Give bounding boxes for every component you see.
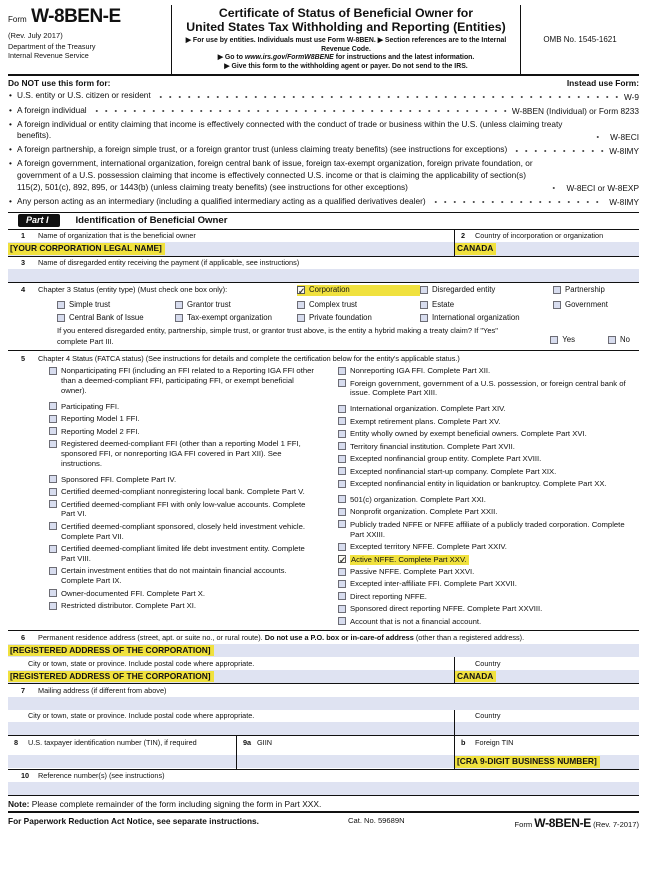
checkbox-label: Active NFFE. Complete Part XXV. [351, 554, 467, 564]
field-7-country-value[interactable] [455, 722, 639, 735]
checkbox[interactable] [49, 367, 57, 375]
checkbox-label: Partnership [565, 285, 605, 295]
do-not-use-row [8, 144, 639, 156]
note-row [8, 796, 639, 813]
fatca-checkbox-option[interactable] [338, 555, 639, 565]
checkbox-label: Account that is not a financial account. [350, 616, 482, 626]
field-6-city-value[interactable] [8, 670, 454, 684]
field-7-mailing-address [8, 684, 639, 736]
fatca-checkbox-option[interactable] [338, 366, 639, 376]
bullet-icon: • [9, 90, 12, 101]
dot-leader [156, 94, 619, 100]
instruction-line-2: ▶ Go to www.irs.gov/FormW8BENE for instructions and the latest information. [217, 54, 475, 62]
fatca-right-column [322, 366, 639, 629]
checkbox-label: Excepted nonfinancial group entity. Complete Part XVIII. [350, 454, 542, 464]
form-title-line2: United States Tax Withholding and Reporting (Entities) [186, 19, 506, 34]
hybrid-treaty-question [8, 323, 639, 349]
paperwork-notice: For Paperwork Reduction Act Notice, see separate instructions. [8, 816, 259, 827]
field-6-city [8, 657, 455, 683]
fatca-checkbox-option[interactable] [49, 601, 322, 611]
field-9b-foreign-tin [455, 736, 639, 769]
chapter3-checkbox-option[interactable] [297, 300, 420, 310]
field-7-city-value[interactable] [8, 722, 454, 735]
checkbox-label: Excepted inter-affiliate FFI. Complete Part XXVII. [350, 579, 517, 589]
checkbox-label: Sponsored direct reporting NFFE. Complete Part XXVIII. [350, 604, 543, 614]
checkbox-label: Reporting Model 2 FFI. [61, 426, 140, 436]
field-3-value[interactable] [8, 269, 639, 282]
checkbox[interactable] [175, 314, 183, 322]
checkbox-label: Certified deemed-compliant nonregistering local bank. Complete Part V. [61, 487, 305, 497]
field-6-street-value[interactable] [8, 644, 639, 658]
checkbox-label: Reporting Model 1 FFI. [61, 414, 140, 424]
dot-leader [593, 134, 605, 140]
checkbox[interactable] [175, 301, 183, 309]
field-7-country-label: Country [475, 711, 501, 721]
form-footer [8, 813, 639, 830]
hybrid-no-option[interactable] [608, 335, 633, 345]
checkbox-label: Certified deemed-compliant limited life debt investment entity. Complete Part VIII. [61, 544, 305, 564]
checkbox[interactable] [57, 301, 65, 309]
no-label: No [620, 335, 630, 345]
instruction-line-3: ▶ Give this form to the withholding agent or payer. Do not send to the IRS. [224, 63, 468, 71]
checkbox[interactable] [338, 520, 346, 528]
checkbox[interactable] [297, 314, 305, 322]
checkbox-label: Excepted nonfinancial entity in liquidation or bankruptcy. Complete Part XX. [350, 479, 607, 489]
checkbox[interactable] [49, 522, 57, 530]
do-not-use-text: A foreign individual [17, 104, 87, 115]
field-3 [8, 257, 639, 283]
fatca-checkbox-option[interactable] [338, 495, 639, 505]
checkbox-label: Sponsored FFI. Complete Part IV. [61, 474, 177, 484]
checkbox[interactable] [338, 379, 346, 387]
field-7-city [8, 710, 455, 735]
dot-leader [512, 148, 604, 154]
checkbox-label: Estate [432, 299, 455, 309]
org-name-value: [YOUR CORPORATION LEGAL NAME] [8, 243, 165, 255]
form-number: W-8BEN-E [31, 6, 121, 27]
instead-form-name: W-9 [623, 92, 639, 103]
chapter3-checkbox-option[interactable] [175, 300, 297, 310]
checkbox[interactable] [49, 402, 57, 410]
checkbox[interactable] [49, 602, 57, 610]
field-1 [8, 230, 455, 256]
checkbox-label: Owner-documented FFI. Complete Part X. [61, 588, 205, 598]
chapter3-row2 [8, 300, 639, 310]
do-not-use-row [8, 119, 639, 142]
instead-use-heading: Instead use Form: [566, 78, 639, 89]
bullet-icon: • [9, 158, 12, 169]
checkbox-label: Certain investment entities that do not maintain financial accounts. Complete Part IX. [61, 566, 287, 586]
chapter3-checkbox-option[interactable] [175, 313, 297, 323]
checkbox[interactable] [49, 475, 57, 483]
checkbox-label: Corporation [309, 285, 350, 295]
do-not-use-row [8, 196, 639, 208]
form-title-block [172, 5, 521, 74]
part1-header-bar [8, 213, 639, 230]
checkbox-label: Excepted territory NFFE. Complete Part XXIV. [350, 542, 507, 552]
chapter3-checkbox-option[interactable] [297, 313, 420, 323]
checkbox[interactable] [338, 508, 346, 516]
do-not-use-row [8, 158, 639, 193]
checkbox[interactable] [297, 301, 305, 309]
agency-name: Department of the Treasury Internal Revenue Service [8, 42, 96, 60]
field-6-country [455, 657, 639, 683]
hybrid-yes-no [550, 326, 637, 346]
checkbox-label: Nonprofit organization. Complete Part XXII. [350, 507, 498, 517]
checkbox-label: Exempt retirement plans. Complete Part XV. [350, 416, 501, 426]
instead-form-name: W-8ECI or W-8EXP [566, 183, 639, 194]
fatca-checkbox-option[interactable] [49, 427, 322, 437]
checkbox[interactable] [338, 568, 346, 576]
field-1-label: 1 Name of organization that is the beneficial owner [21, 231, 196, 241]
part1-chip: Part I [18, 214, 60, 227]
form-title-line1: Certificate of Status of Beneficial Owner for [218, 6, 474, 20]
do-not-use-text: A foreign individual or entity claiming that income is effectively connected with the conduct of trade or business within the U.S. (unless claiming treaty benefits). [17, 118, 563, 141]
fatca-checkbox-option[interactable] [338, 467, 639, 477]
checkbox[interactable] [338, 480, 346, 488]
field-8-tin [8, 736, 237, 769]
bullet-icon: • [9, 195, 12, 206]
dot-leader [549, 185, 561, 191]
checkbox-label: Restricted distributor. Complete Part XI. [61, 601, 197, 611]
do-not-use-section [8, 76, 639, 212]
checkbox-label: Private foundation [309, 313, 372, 323]
yes-label: Yes [562, 335, 576, 345]
fatca-checkbox-option[interactable] [338, 604, 639, 614]
checkbox[interactable] [49, 440, 57, 448]
checkbox[interactable] [338, 580, 346, 588]
row-1-2 [8, 230, 639, 257]
checkbox-label: Government [565, 299, 608, 309]
checkbox-label: Tax-exempt organization [187, 313, 272, 323]
field-2-value[interactable] [455, 242, 639, 256]
chapter3-checkbox-option[interactable] [553, 285, 639, 295]
note-text: Please complete remainder of the form including signing the form in Part XXX. [29, 798, 322, 809]
fatca-checkbox-option[interactable] [338, 379, 639, 399]
checkbox[interactable] [608, 336, 616, 344]
do-not-use-heading: Do NOT use this form for: [8, 78, 111, 89]
checkbox[interactable] [49, 500, 57, 508]
do-not-use-row [8, 105, 639, 117]
foreign-tin-value: [CRA 9-DIGIT BUSINESS NUMBER] [455, 756, 600, 768]
fatca-checkbox-option[interactable] [338, 417, 639, 427]
irs-url: www.irs.gov/FormW8BENE [244, 54, 334, 62]
field-6-permanent-address [8, 631, 639, 684]
instead-form-name: W-8IMY [609, 145, 639, 156]
hybrid-yes-option[interactable] [550, 335, 578, 345]
checkbox[interactable] [553, 286, 561, 294]
checkbox-label: Certified deemed-compliant FFI with only low-value accounts. Complete Part VI. [61, 499, 306, 519]
form-word: Form [8, 15, 27, 24]
checkbox-label: Complex trust [309, 299, 358, 309]
omb-number: OMB No. 1545-1621 [543, 35, 617, 45]
checkbox-label: Passive NFFE. Complete Part XXVI. [350, 567, 475, 576]
checkbox[interactable] [338, 442, 346, 450]
field-7-label: 7 Mailing address (if different from above) [21, 685, 167, 695]
chapter3-checkbox-option[interactable] [57, 313, 175, 323]
field-7-street-value[interactable] [8, 697, 639, 710]
checkbox[interactable] [338, 592, 346, 600]
fatca-checkbox-option[interactable] [49, 500, 322, 520]
form-header [8, 5, 639, 76]
field-6-label: 6 Permanent residence address (street, apt. or suite no., or rural route). Do not use a P.O. box or in-care-of address (other than a registered address). [21, 632, 525, 642]
checkbox[interactable] [338, 495, 346, 503]
fatca-checkbox-option[interactable] [49, 402, 322, 412]
field-8-value[interactable] [8, 755, 236, 768]
checkbox[interactable] [49, 415, 57, 423]
field-6-country-label: Country [475, 658, 501, 668]
field-6-city-label: City or town, state or province. Include postal code where appropriate. [28, 658, 255, 668]
checkbox[interactable] [49, 567, 57, 575]
checkbox-label: Direct reporting NFFE. [350, 591, 427, 601]
fatca-checkbox-option[interactable] [49, 487, 322, 497]
fatca-checkbox-option[interactable] [49, 414, 322, 424]
note-label: Note: [8, 798, 30, 809]
fatca-checkbox-option[interactable] [49, 366, 322, 396]
field-9b-value[interactable] [455, 755, 639, 769]
chapter3-checkbox-option[interactable] [420, 300, 553, 310]
fatca-checkbox-option[interactable] [49, 439, 322, 469]
fatca-checkbox-option[interactable] [338, 404, 639, 414]
row-8-9 [8, 736, 639, 770]
checkbox-label: International organization [432, 313, 520, 323]
checkbox-label: 501(c) organization. Complete Part XXI. [350, 494, 486, 504]
permanent-city-value: [REGISTERED ADDRESS OF THE CORPORATION] [8, 671, 214, 683]
checkbox-label: Entity wholly owned by exempt beneficial owners. Complete Part XVI. [350, 429, 587, 439]
field-5-label: 5 Chapter 4 Status (FATCA status) (See instructions for details and complete the certification below for the entity's applicable status.) [21, 354, 460, 364]
chapter3-checkbox-option[interactable] [57, 300, 175, 310]
checkbox[interactable] [338, 430, 346, 438]
field-2 [455, 230, 639, 256]
checkbox-label: Nonreporting IGA FFI. Complete Part XII. [350, 366, 491, 376]
chapter3-row3 [8, 313, 639, 323]
fatca-checkbox-option[interactable] [338, 592, 639, 602]
fatca-checkbox-option[interactable] [49, 589, 322, 599]
form-id-block [8, 5, 172, 74]
field-10-reference [8, 770, 639, 796]
checkbox[interactable] [338, 405, 346, 413]
checkbox[interactable] [338, 543, 346, 551]
fatca-checkbox-option[interactable] [338, 579, 639, 589]
checkbox[interactable] [297, 286, 305, 294]
checkbox-label: Foreign government, government of a U.S. possession, or foreign central bank of issue. Complete Part XIII. [350, 378, 626, 398]
checkbox-label: Participating FFI. [61, 401, 120, 411]
field-10-label: 10 Reference number(s) (see instructions) [21, 771, 165, 781]
chapter3-checkbox-option[interactable] [420, 313, 553, 323]
field-7-country [455, 710, 639, 735]
checkbox-label: International organization. Complete Part XIV. [350, 404, 506, 414]
fatca-checkbox-option[interactable] [338, 507, 639, 517]
instead-form-name: W-8ECI [610, 131, 639, 142]
do-not-use-text: Any person acting as an intermediary (including a qualified intermediary acting as a qualified derivatives dealer) [17, 195, 426, 206]
checkbox-label: Grantor trust [187, 299, 231, 309]
checkbox-label: Nonparticipating FFI (including an FFI related to a Reporting IGA FFI other than a deemed-compliant FFI, participating FFI, or exempt beneficial owner). [61, 366, 314, 395]
checkbox-label: Excepted nonfinancial start-up company. Complete Part XIX. [350, 466, 557, 476]
checkbox[interactable] [338, 467, 346, 475]
field-9a-value[interactable] [237, 755, 454, 768]
checkbox[interactable] [550, 336, 558, 344]
dot-leader [431, 199, 605, 205]
form-instructions [177, 37, 515, 73]
checkbox[interactable] [49, 589, 57, 597]
field-7-city-label: City or town, state or province. Include postal code where appropriate. [28, 711, 255, 721]
fatca-checkbox-option[interactable] [338, 542, 639, 552]
field-6-city-country [8, 657, 639, 683]
footer-revision: (Rev. 7-2017) [593, 820, 639, 830]
chapter3-row1 [8, 283, 639, 296]
field-9a-giin [237, 736, 455, 769]
checkbox-label: Certified deemed-compliant sponsored, closely held investment vehicle. Complete Part VII. [61, 521, 305, 541]
do-not-use-text: A foreign partnership, a foreign simple trust, or a foreign grantor trust (unless claiming treaty benefits) (see instructions for exceptions) [17, 144, 508, 155]
checkbox[interactable] [338, 367, 346, 375]
checkbox-label: Registered deemed-compliant FFI (other than a reporting Model 1 FFI, sponsored FFI, or nonreporting IGA FFI covered in Part XII). See instructions. [61, 439, 301, 468]
fatca-checkbox-option[interactable] [49, 522, 322, 542]
checkbox[interactable] [49, 427, 57, 435]
hybrid-question-text: If you entered disregarded entity, partnership, simple trust, or grantor trust above, is the entity a hybrid making a treaty claim? If "Yes" complete Part III. [57, 326, 498, 346]
fatca-checkbox-option[interactable] [338, 567, 639, 577]
chapter3-checkbox-option[interactable] [297, 285, 420, 295]
checkbox[interactable] [338, 455, 346, 463]
checkbox[interactable] [57, 314, 65, 322]
field-10-value[interactable] [8, 782, 639, 795]
checkbox-label: Simple trust [69, 299, 111, 309]
part1-title: Identification of Beneficial Owner [75, 214, 228, 226]
form-revision: (Rev. July 2017) [8, 31, 63, 40]
bullet-icon: • [9, 104, 12, 115]
footer-form-id: Form W-8BEN-E (Rev. 7-2017) [514, 816, 639, 831]
checkbox[interactable] [420, 314, 428, 322]
do-not-use-row [8, 90, 639, 102]
checkbox[interactable] [338, 417, 346, 425]
checkbox[interactable] [49, 545, 57, 553]
instead-form-name: W-8BEN (Individual) or Form 8233 [511, 106, 639, 117]
checkbox[interactable] [338, 605, 346, 613]
checkbox[interactable] [553, 301, 561, 309]
catalog-number: Cat. No. 59689N [348, 816, 405, 826]
fatca-checkbox-option[interactable] [338, 479, 639, 489]
checkbox[interactable] [420, 301, 428, 309]
do-not-use-list [8, 90, 639, 207]
fatca-checkbox-option[interactable] [338, 442, 639, 452]
fatca-checkbox-option[interactable] [338, 454, 639, 464]
dot-leader [92, 108, 507, 114]
do-not-use-text: A foreign government, international organization, foreign central bank of issue, foreign tax-exempt organization, foreign private foundation, or government of a U.S. possession claiming that income is effectively connected U.S. income or that is claiming the applicability of section(s) 115(2), 501(c), 892, 895, or 1443(b) (unless claiming treaty benefits) (see instructions for other exceptions) [17, 158, 533, 192]
field-3-label: 3 Name of disregarded entity receiving the payment (if applicable, see instructions) [21, 258, 300, 268]
instead-form-name: W-8IMY [609, 197, 639, 208]
instruction-line-1: ▶ For use by entities. Individuals must use Form W-8BEN. ▶ Section references are to the Internal Revenue Code. [185, 36, 507, 53]
fatca-checkbox-option[interactable] [338, 429, 639, 439]
checkbox[interactable] [338, 617, 346, 625]
field-4-label: 4 Chapter 3 Status (entity type) (Must check one box only): [21, 285, 228, 295]
field-1-value[interactable] [8, 242, 454, 256]
permanent-country-value: CANADA [455, 671, 496, 683]
field-9a-label: 9a GIIN [243, 737, 272, 747]
fatca-checkbox-option[interactable] [49, 544, 322, 564]
field-6-country-value[interactable] [455, 670, 639, 684]
fatca-checkbox-option[interactable] [338, 617, 639, 627]
checkbox-label: Central Bank of Issue [69, 313, 144, 323]
checkbox[interactable] [49, 488, 57, 496]
bullet-icon: • [9, 144, 12, 155]
field-2-label: 2 Country of incorporation or organization [461, 231, 604, 241]
chapter3-checkbox-option[interactable] [420, 285, 553, 295]
fatca-checkbox-option[interactable] [49, 566, 322, 586]
chapter3-checkbox-option[interactable] [553, 300, 639, 310]
checkbox-label: Publicly traded NFFE or NFFE affiliate of a publicly traded corporation. Complete Part XXIII. [350, 519, 625, 539]
checkbox-label: Disregarded entity [432, 285, 496, 295]
field-7-city-country [8, 710, 639, 735]
country-of-incorporation-value: CANADA [455, 243, 496, 255]
fatca-checkbox-option[interactable] [338, 520, 639, 540]
field-4-chapter3-status [8, 283, 639, 350]
bullet-icon: • [9, 118, 12, 129]
fatca-columns [8, 366, 639, 629]
checkbox-label: Territory financial institution. Complete Part XVII. [350, 441, 515, 451]
checkbox[interactable] [338, 555, 346, 563]
fatca-left-column [8, 366, 322, 629]
do-not-use-heading-row [8, 78, 639, 88]
footer-form-number: W-8BEN-E [534, 816, 591, 831]
fatca-checkbox-option[interactable] [49, 475, 322, 485]
permanent-address-value: [REGISTERED ADDRESS OF THE CORPORATION] [8, 645, 214, 657]
do-not-use-text: U.S. entity or U.S. citizen or resident [17, 90, 151, 101]
field-8-label: 8 U.S. taxpayer identification number (TIN), if required [14, 737, 197, 747]
field-5-fatca-status [8, 351, 639, 632]
checkbox[interactable] [420, 286, 428, 294]
field-9b-label: b Foreign TIN [461, 737, 514, 747]
